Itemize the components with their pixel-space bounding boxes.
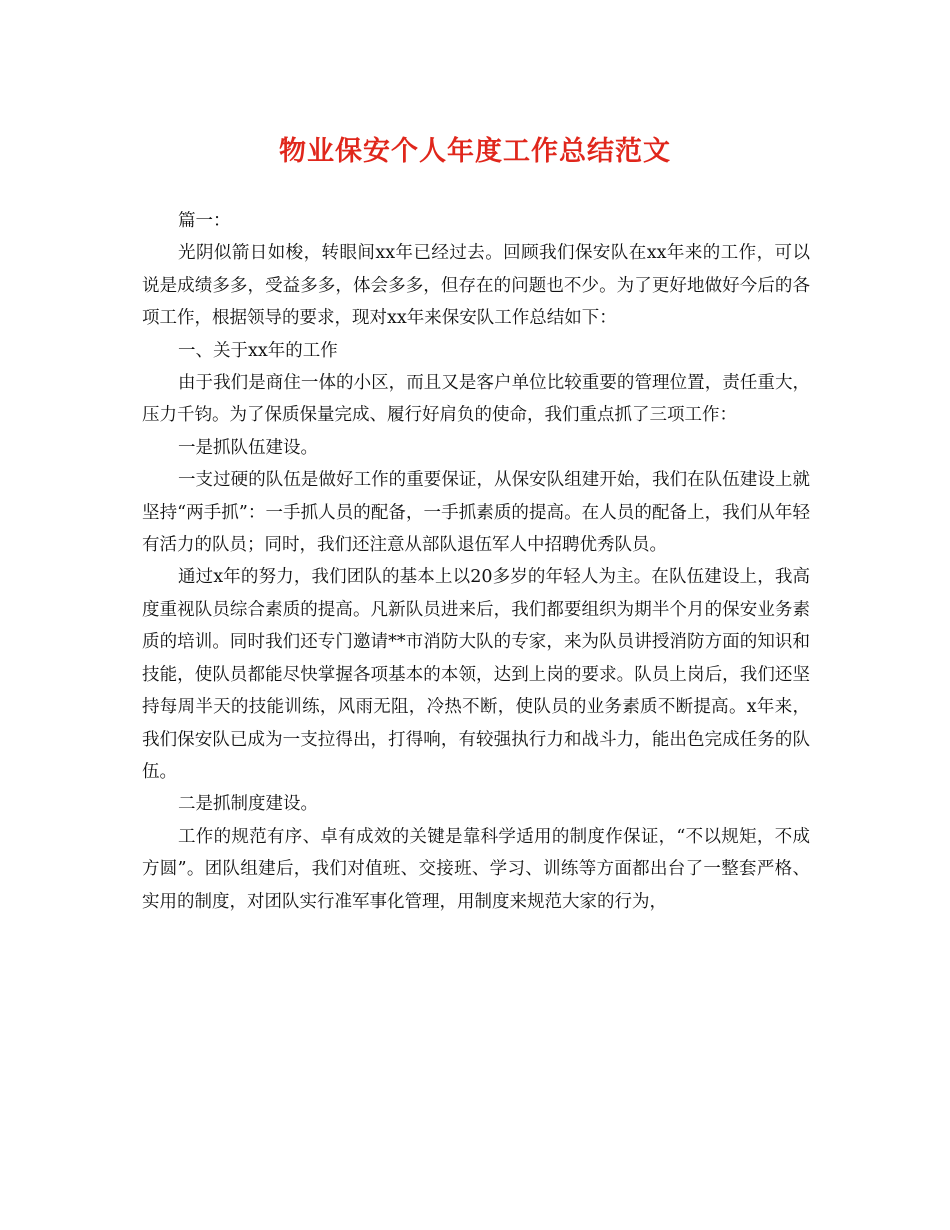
paragraph-system-building: 工作的规范有序、卓有成效的关键是靠科学适用的制度作保证，“不以规矩，不成方圆”。团队组建后，我们对值班、交接班、学习、训练等方面都出台了一整套严格、实用的制度，对团队实行准军事化管理，用制度来规范大家的行为， — [142, 826, 810, 912]
subheading-team-building: 一是抓队伍建设。 — [178, 437, 318, 458]
document-body — [142, 205, 810, 918]
paragraph-team-building: 一支过硬的队伍是做好工作的重要保证，从保安队组建开始，我们在队伍建设上就坚持“两手抓”：一手抓人员的配备，一手抓素质的提高。在人员的配备上，我们从年轻有活力的队员；同时，我们还注意从部队退伍军人中招聘优秀队员。 — [142, 470, 810, 556]
paragraph-training: 通过x年的努力，我们团队的基本上以20多岁的年轻人为主。在队伍建设上，我高度重视队员综合素质的提高。凡新队员进来后，我们都要组织为期半个月的保安业务素质的培训。同时我们还专门邀请**市消防大队的专家，来为队员讲授消防方面的知识和技能，使队员都能尽快掌握各项基本的本领，达到上岗的要求。队员上岗后，我们还坚持每周半天的技能训练，风雨无阻，冷热不断，使队员的业务素质不断提高。x年来，我们保安队已成为一支拉得出，打得响，有较强执行力和战斗力，能出色完成任务的队伍。 — [142, 567, 810, 782]
paragraph-responsibility: 由于我们是商住一体的小区，而且又是客户单位比较重要的管理位置，责任重大，压力千钧。为了保质保量完成、履行好肩负的使命，我们重点抓了三项工作： — [142, 373, 810, 426]
document-title: 物业保安个人年度工作总结范文 — [279, 136, 671, 167]
paragraph-part-heading: 篇一： — [178, 211, 231, 231]
subheading-system-building: 二是抓制度建设。 — [178, 794, 318, 815]
section-heading-work: 一、关于xx年的工作 — [178, 340, 338, 361]
paragraph-intro: 光阴似箭日如梭，转眼间xx年已经过去。回顾我们保安队在xx年来的工作，可以说是成绩多多，受益多多，体会多多，但存在的问题也不少。为了更好地做好今后的各项工作，根据领导的要求，现对xx年来保安队工作总结如下： — [142, 243, 810, 329]
